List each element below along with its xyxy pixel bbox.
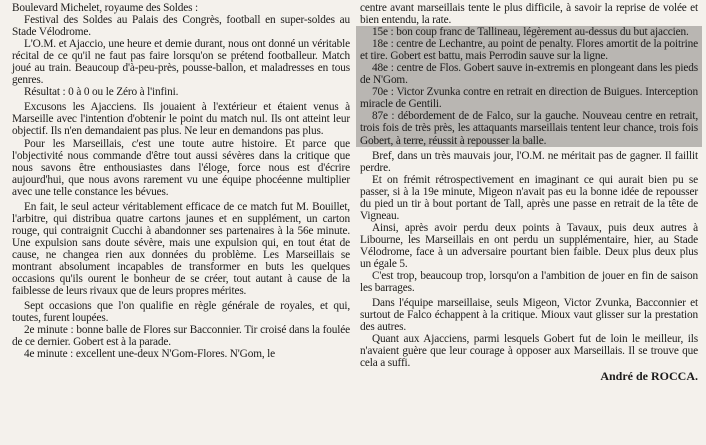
minute-entry: 18e : centre de Lechantre, au point de penalty. Flores amortit de la poitrine et tire. Gobert est battu, mais Perrodin sauve sur la ligne. <box>360 38 698 63</box>
right-column <box>360 2 698 445</box>
paragraph: Festival des Soldes au Palais des Congrès, football en super-soldes au Stade Vélodrome. <box>12 14 350 39</box>
paragraph: Quant aux Ajacciens, parmi lesquels Gobert fut de loin le meilleur, ils n'avaient guère que leur courage à opposer aux Marseillais. Il se trouve que cela a suffi. <box>360 333 698 370</box>
minute-entry: 87e : débordement de de Falco, sur la gauche. Nouveau centre en retrait, trois fois de très près, les attaquants marseillais tentent leur chance, trois fois Gobert, à terre, réussit à repousser la balle. <box>360 110 698 147</box>
paragraph: C'est trop, beaucoup trop, lorsqu'on a l'ambition de jouer en fin de saison les barrages. <box>360 270 698 295</box>
dateline: Boulevard Michelet, royaume des Soldes : <box>12 2 199 14</box>
paragraph: L'O.M. et Ajaccio, une heure et demie durant, nous ont donné un véritable récital de ce qu'il ne faut pas faire lorsqu'on se prétend footballeur. Match joué au train. Beaucoup d'à-peu-près, pousse-ballon, et maladresses en tous genres. <box>12 38 350 87</box>
minute-entry: 2e minute : bonne balle de Flores sur Bacconnier. Tir croisé dans la foulée de ce dernier. Gobert est à la parade. <box>12 324 350 349</box>
minute-entry: 4e minute : excellent une-deux N'Gom-Flores. N'Gom, le <box>24 348 276 361</box>
paragraph: Et on frémit rétrospectivement en imaginant ce qui aurait bien pu se passer, si à la 19e minute, Migeon n'avait pas eu la bonne idée de repousser du pied un tir à bout portant de Tall, après une passe en retrait de la tête de Vigneau. <box>360 173 698 222</box>
left-column <box>12 2 350 445</box>
author-signature: André de ROCCA. <box>600 369 698 384</box>
minute-entry: 48e : centre de Flos. Gobert sauve in-extremis en plongeant dans les pieds de N'Gom. <box>360 62 698 87</box>
paragraph: Excusons les Ajacciens. Ils jouaient à l'extérieur et étaient venus à Marseille avec l'intention d'obtenir le point du match nul. Ils ont atteint leur objectif. Ils n'en demandaient pas plus. Ne leur en demandons pas plus. <box>12 101 350 138</box>
paragraph: Bref, dans un très mauvais jour, l'O.M. ne méritait pas de gagner. Il faillit perdre. <box>360 149 698 174</box>
paragraph: Ainsi, après avoir perdu deux points à Tavaux, puis deux autres à Libourne, les Marseillais en ont perdu un supplémentaire, hier, au Stade Vélodrome, face à un adversaire pourtant bien faible. Deux plus deux plus un égale 5. <box>360 221 698 270</box>
paragraph: Sept occasions que l'on qualifie en règle générale de royales, et qui, toutes, furent loupées. <box>12 300 350 325</box>
highlighted-chances <box>356 26 702 146</box>
paragraph: Dans l'équipe marseillaise, seuls Migeon, Victor Zvunka, Bacconnier et surtout de Falco échappent à la critique. Mioux vaut glisser sur la prestation des autres. <box>360 297 698 334</box>
paragraph: Pour les Marseillais, c'est une toute autre histoire. Et parce que l'objectivité nous commande d'être tout aussi sévères dans la critique que nous savons être enthousiastes dans l'éloge, force nous est d'écrire aujourd'hui, que nous avons rarement vu une équipe phocéenne multiplier avec une telle constance les bévues. <box>12 137 350 198</box>
paragraph: En fait, le seul acteur véritablement efficace de ce match fut M. Bouillet, l'arbitre, qui distribua quatre cartons jaunes et en supplément, un carton rouge, qui contraignit Cucchi à abandonner ses partenaires à la 56e minute. Une expulsion sans doute sévère, mais une expulsion qui, en tout état de cause, ne changea rien aux données du problème. Les Marseillais se montrant absolument incapables de transformer en buts les quelques occasions qu'ils ourent le bonheur de se créer, tout autant à cause de la faiblesse de leurs rivaux que de leurs propres mérites. <box>12 200 350 298</box>
minute-entry: 70e : Victor Zvunka contre en retrait en direction de Buigues. Interception miracle de Gentili. <box>360 86 698 111</box>
result-paragraph: Résultat : 0 à 0 ou le Zéro à l'infini. <box>24 86 179 99</box>
minute-entry: 15e : bon coup franc de Tallineau, légèrement au-dessus du but ajaccien. <box>372 26 689 39</box>
paragraph-continuation: centre avant marseillais tente le plus difficile, à savoir la reprise de volée et bien entendu, la rate. <box>360 2 698 27</box>
